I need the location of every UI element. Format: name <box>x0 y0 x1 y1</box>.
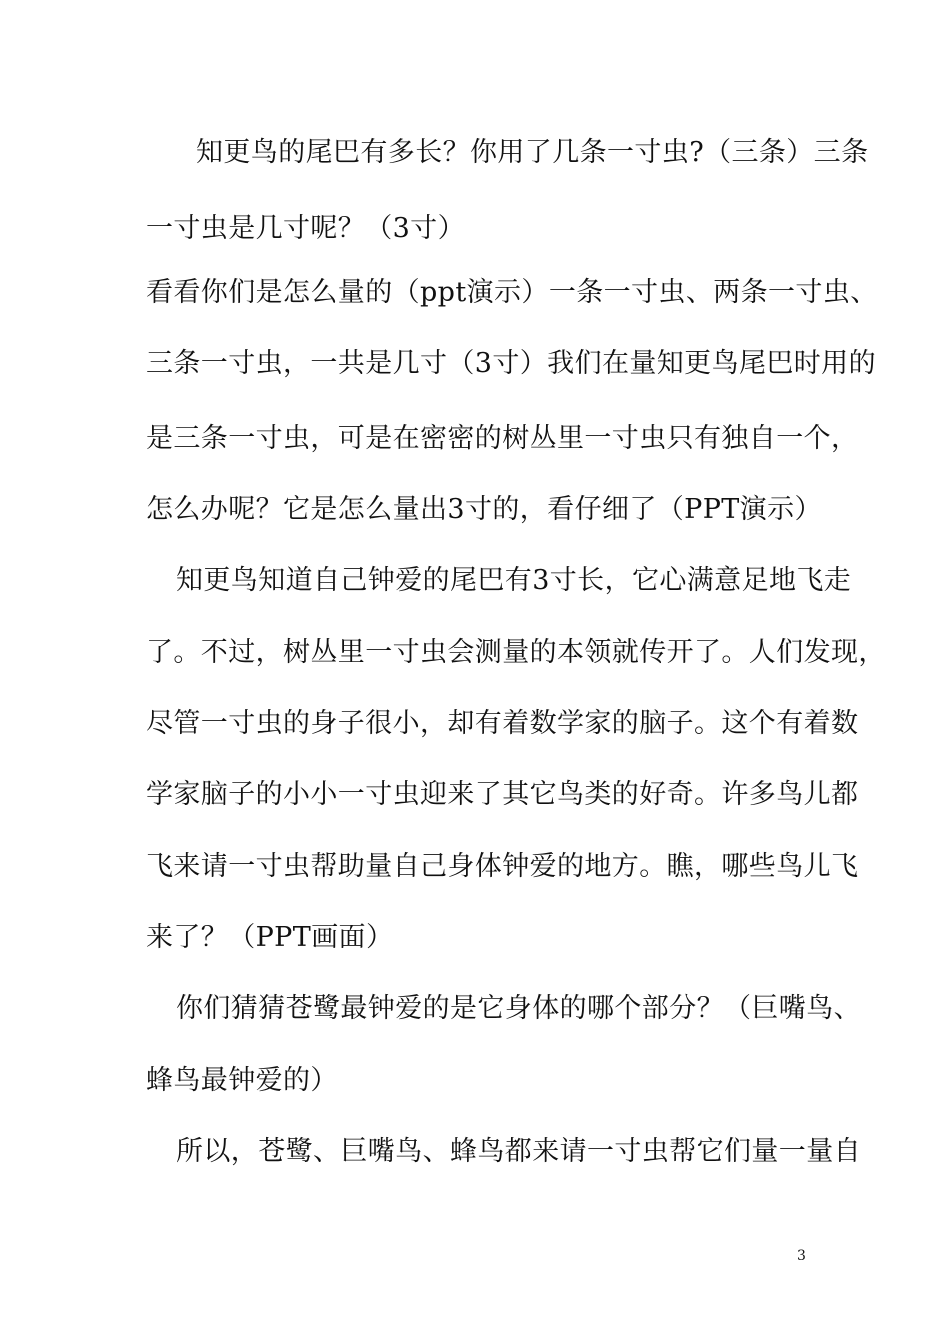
text-line: 一寸虫是几寸呢？（3寸） <box>146 213 465 244</box>
text-line: 你们猜猜苍鹭最钟爱的是它身体的哪个部分？（巨嘴鸟、 <box>176 993 861 1024</box>
text-line: 怎么办呢？它是怎么量出3寸的，看仔细了（PPT演示） <box>146 494 822 525</box>
page-number: 3 <box>797 1248 806 1264</box>
text-line: 了。不过，树丛里一寸虫会测量的本领就传开了。人们发现， <box>146 637 886 668</box>
text-line: 所以，苍鹭、巨嘴鸟、蜂鸟都来请一寸虫帮它们量一量自 <box>176 1136 861 1167</box>
text-line: 知更鸟知道自己钟爱的尾巴有3寸长，它心满意足地飞走 <box>176 565 852 596</box>
text-line: 来了？（PPT画面） <box>146 922 394 953</box>
text-line: 蜂鸟最钟爱的） <box>146 1065 338 1096</box>
text-line: 是三条一寸虫，可是在密密的树丛里一寸虫只有独自一个， <box>146 423 859 454</box>
text-line: 看看你们是怎么量的（ppt演示）一条一寸虫、两条一寸虫、 <box>146 277 878 308</box>
text-line: 尽管一寸虫的身子很小，却有着数学家的脑子。这个有着数 <box>146 708 859 739</box>
text-line: 三条一寸虫，一共是几寸（3寸）我们在量知更鸟尾巴时用的 <box>146 348 876 379</box>
text-line: 学家脑子的小小一寸虫迎来了其它鸟类的好奇。许多鸟儿都 <box>146 779 859 810</box>
text-line: 飞来请一寸虫帮助量自己身体钟爱的地方。瞧，哪些鸟儿飞 <box>146 851 859 882</box>
text-line: 知更鸟的尾巴有多长？你用了几条一寸虫?（三条）三条 <box>196 137 869 168</box>
